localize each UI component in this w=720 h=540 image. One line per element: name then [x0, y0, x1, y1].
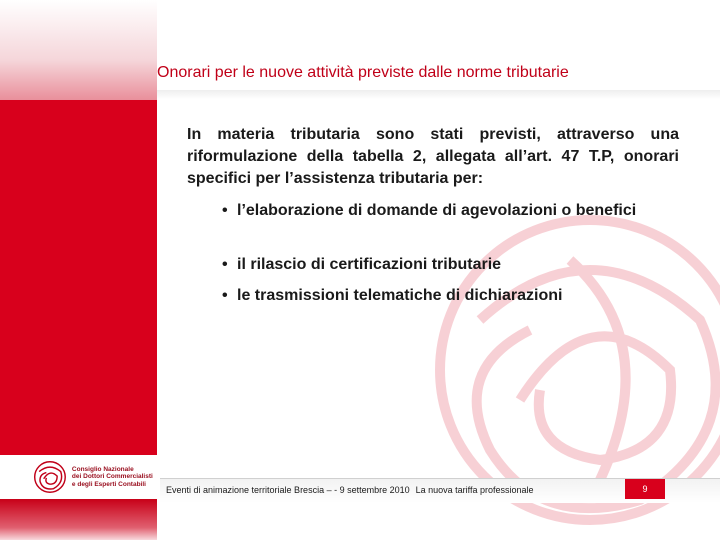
page-number: 9 [625, 479, 665, 499]
title-separator [157, 90, 720, 99]
logo-line-1: Consiglio Nazionale [71, 465, 134, 473]
bullet-dot-icon: • [222, 202, 228, 219]
list-item [222, 285, 680, 307]
bullet-text: l’elaborazione di domande di agevolazioni o benefici [237, 202, 637, 219]
slide-title: Onorari per le nuove attività previste dalle norme tributarie [157, 64, 569, 81]
bullet-dot-icon: • [222, 256, 228, 273]
bullet-text: il rilascio di certificazioni tributarie [237, 256, 502, 273]
footer-topic: La nuova tariffa professionale [415, 485, 534, 495]
council-logo [0, 455, 157, 499]
footer-event: Eventi di animazione territoriale Brescia – - 9 settembre 2010 [166, 485, 410, 495]
logo-line-3: e degli Esperti Contabili [71, 480, 146, 488]
list-item [222, 200, 680, 222]
left-red-band [0, 100, 157, 455]
footer-caption [166, 485, 534, 495]
bullet-text: le trasmissioni telematiche di dichiarazioni [237, 287, 563, 304]
list-item [222, 254, 680, 276]
bottom-red-strip [0, 499, 157, 540]
logo-line-2: dei Dottori Commercialisti [71, 473, 153, 481]
bullet-dot-icon: • [222, 287, 228, 304]
intro-paragraph: In materia tributaria sono stati previsti, attraverso una riformulazione della tabella 2, allegata all’art. 47 T.P, onorari specifici per l’assistenza tributaria per: [187, 126, 679, 187]
council-emblem-icon [32, 458, 68, 496]
council-name [72, 466, 157, 489]
left-band-gradient [0, 0, 157, 100]
